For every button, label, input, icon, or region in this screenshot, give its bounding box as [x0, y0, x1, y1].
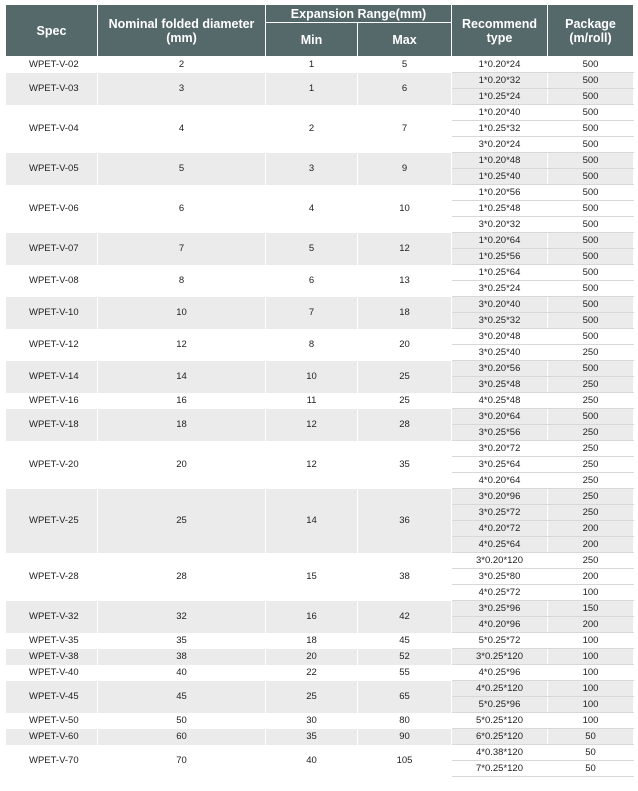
table-row — [6, 185, 634, 201]
package-cell: 500 — [548, 329, 634, 345]
table-row — [6, 361, 634, 377]
min-cell: 1 — [266, 73, 358, 105]
table-row — [6, 745, 634, 761]
package-cell: 250 — [548, 553, 634, 569]
min-cell: 40 — [266, 745, 358, 777]
min-cell: 20 — [266, 649, 358, 665]
nominal-diameter-cell: 2 — [98, 57, 266, 73]
recommend-type-cell: 3*0.25*24 — [452, 281, 548, 297]
max-cell: 9 — [358, 153, 452, 185]
package-cell: 250 — [548, 425, 634, 441]
spec-cell: WPET-V-28 — [6, 553, 98, 601]
min-cell: 11 — [266, 393, 358, 409]
spec-table — [5, 4, 634, 777]
min-cell: 12 — [266, 441, 358, 489]
table-row — [6, 633, 634, 649]
recommend-type-cell: 1*0.20*32 — [452, 73, 548, 89]
max-cell: 13 — [358, 265, 452, 297]
nominal-diameter-cell: 8 — [98, 265, 266, 297]
recommend-type-cell: 3*0.20*96 — [452, 489, 548, 505]
nominal-diameter-cell: 3 — [98, 73, 266, 105]
recommend-type-cell: 1*0.25*56 — [452, 249, 548, 265]
recommend-type-cell: 1*0.25*24 — [452, 89, 548, 105]
max-cell: 20 — [358, 329, 452, 361]
nominal-diameter-cell: 35 — [98, 633, 266, 649]
nominal-diameter-cell: 7 — [98, 233, 266, 265]
max-cell: 52 — [358, 649, 452, 665]
header-expansion-range: Expansion Range(mm) — [266, 5, 452, 23]
nominal-diameter-cell: 40 — [98, 665, 266, 681]
package-cell: 500 — [548, 265, 634, 281]
nominal-diameter-cell: 12 — [98, 329, 266, 361]
spec-cell: WPET-V-05 — [6, 153, 98, 185]
package-cell: 50 — [548, 761, 634, 777]
header-spec: Spec — [6, 5, 98, 57]
spec-cell: WPET-V-18 — [6, 409, 98, 441]
package-cell: 100 — [548, 633, 634, 649]
min-cell: 8 — [266, 329, 358, 361]
min-cell: 22 — [266, 665, 358, 681]
min-cell: 1 — [266, 57, 358, 73]
header-recommend-type: Recommend type — [452, 5, 548, 57]
min-cell: 7 — [266, 297, 358, 329]
package-cell: 50 — [548, 729, 634, 745]
table-row — [6, 153, 634, 169]
package-cell: 250 — [548, 505, 634, 521]
recommend-type-cell: 3*0.20*120 — [452, 553, 548, 569]
min-cell: 25 — [266, 681, 358, 713]
recommend-type-cell: 4*0.25*120 — [452, 681, 548, 697]
package-cell: 500 — [548, 249, 634, 265]
table-row — [6, 329, 634, 345]
max-cell: 6 — [358, 73, 452, 105]
spec-cell: WPET-V-38 — [6, 649, 98, 665]
table-row — [6, 409, 634, 425]
table-row — [6, 297, 634, 313]
package-cell: 500 — [548, 281, 634, 297]
nominal-diameter-cell: 16 — [98, 393, 266, 409]
recommend-type-cell: 3*0.25*48 — [452, 377, 548, 393]
header-max: Max — [358, 23, 452, 57]
recommend-type-cell: 3*0.25*56 — [452, 425, 548, 441]
spec-cell: WPET-V-02 — [6, 57, 98, 73]
package-cell: 100 — [548, 713, 634, 729]
spec-cell: WPET-V-25 — [6, 489, 98, 553]
spec-cell: WPET-V-16 — [6, 393, 98, 409]
max-cell: 65 — [358, 681, 452, 713]
table-header — [6, 5, 634, 57]
recommend-type-cell: 5*0.25*120 — [452, 713, 548, 729]
spec-cell: WPET-V-04 — [6, 105, 98, 153]
header-min: Min — [266, 23, 358, 57]
max-cell: 25 — [358, 361, 452, 393]
package-cell: 500 — [548, 409, 634, 425]
nominal-diameter-cell: 20 — [98, 441, 266, 489]
min-cell: 16 — [266, 601, 358, 633]
min-cell: 2 — [266, 105, 358, 153]
recommend-type-cell: 3*0.25*80 — [452, 569, 548, 585]
package-cell: 500 — [548, 89, 634, 105]
nominal-diameter-cell: 70 — [98, 745, 266, 777]
min-cell: 14 — [266, 489, 358, 553]
table-row — [6, 649, 634, 665]
package-cell: 200 — [548, 537, 634, 553]
recommend-type-cell: 3*0.20*48 — [452, 329, 548, 345]
min-cell: 18 — [266, 633, 358, 649]
package-cell: 500 — [548, 137, 634, 153]
recommend-type-cell: 1*0.25*40 — [452, 169, 548, 185]
table-row — [6, 57, 634, 73]
recommend-type-cell: 3*0.20*32 — [452, 217, 548, 233]
header-nominal-diameter: Nominal folded diameter (mm) — [98, 5, 266, 57]
package-cell: 250 — [548, 473, 634, 489]
table-row — [6, 601, 634, 617]
max-cell: 90 — [358, 729, 452, 745]
spec-cell: WPET-V-03 — [6, 73, 98, 105]
nominal-diameter-cell: 6 — [98, 185, 266, 233]
header-package: Package (m/roll) — [548, 5, 634, 57]
recommend-type-cell: 3*0.20*64 — [452, 409, 548, 425]
max-cell: 45 — [358, 633, 452, 649]
package-cell: 200 — [548, 521, 634, 537]
max-cell: 25 — [358, 393, 452, 409]
recommend-type-cell: 3*0.25*96 — [452, 601, 548, 617]
recommend-type-cell: 4*0.38*120 — [452, 745, 548, 761]
recommend-type-cell: 4*0.25*48 — [452, 393, 548, 409]
min-cell: 6 — [266, 265, 358, 297]
package-cell: 100 — [548, 665, 634, 681]
spec-cell: WPET-V-10 — [6, 297, 98, 329]
package-cell: 200 — [548, 617, 634, 633]
recommend-type-cell: 3*0.20*40 — [452, 297, 548, 313]
recommend-type-cell: 7*0.25*120 — [452, 761, 548, 777]
table-row — [6, 729, 634, 745]
package-cell: 500 — [548, 313, 634, 329]
min-cell: 3 — [266, 153, 358, 185]
nominal-diameter-cell: 25 — [98, 489, 266, 553]
table-row — [6, 73, 634, 89]
spec-cell: WPET-V-50 — [6, 713, 98, 729]
recommend-type-cell: 3*0.20*24 — [452, 137, 548, 153]
min-cell: 12 — [266, 409, 358, 441]
recommend-type-cell: 3*0.25*64 — [452, 457, 548, 473]
recommend-type-cell: 4*0.25*64 — [452, 537, 548, 553]
spec-cell: WPET-V-32 — [6, 601, 98, 633]
table-row — [6, 713, 634, 729]
nominal-diameter-cell: 4 — [98, 105, 266, 153]
recommend-type-cell: 1*0.20*48 — [452, 153, 548, 169]
spec-cell: WPET-V-08 — [6, 265, 98, 297]
min-cell: 10 — [266, 361, 358, 393]
package-cell: 500 — [548, 201, 634, 217]
min-cell: 5 — [266, 233, 358, 265]
package-cell: 250 — [548, 345, 634, 361]
recommend-type-cell: 1*0.25*64 — [452, 265, 548, 281]
recommend-type-cell: 1*0.20*64 — [452, 233, 548, 249]
package-cell: 200 — [548, 569, 634, 585]
package-cell: 500 — [548, 233, 634, 249]
nominal-diameter-cell: 38 — [98, 649, 266, 665]
recommend-type-cell: 3*0.25*72 — [452, 505, 548, 521]
spec-cell: WPET-V-35 — [6, 633, 98, 649]
recommend-type-cell: 5*0.25*72 — [452, 633, 548, 649]
nominal-diameter-cell: 32 — [98, 601, 266, 633]
min-cell: 35 — [266, 729, 358, 745]
recommend-type-cell: 3*0.25*40 — [452, 345, 548, 361]
package-cell: 250 — [548, 377, 634, 393]
min-cell: 30 — [266, 713, 358, 729]
package-cell: 250 — [548, 393, 634, 409]
spec-cell: WPET-V-60 — [6, 729, 98, 745]
recommend-type-cell: 4*0.20*96 — [452, 617, 548, 633]
package-cell: 500 — [548, 73, 634, 89]
nominal-diameter-cell: 60 — [98, 729, 266, 745]
max-cell: 80 — [358, 713, 452, 729]
recommend-type-cell: 1*0.20*24 — [452, 57, 548, 73]
max-cell: 7 — [358, 105, 452, 153]
table-row — [6, 489, 634, 505]
max-cell: 55 — [358, 665, 452, 681]
package-cell: 100 — [548, 649, 634, 665]
package-cell: 250 — [548, 489, 634, 505]
nominal-diameter-cell: 18 — [98, 409, 266, 441]
nominal-diameter-cell: 28 — [98, 553, 266, 601]
package-cell: 100 — [548, 585, 634, 601]
table-row — [6, 105, 634, 121]
nominal-diameter-cell: 10 — [98, 297, 266, 329]
spec-cell: WPET-V-40 — [6, 665, 98, 681]
recommend-type-cell: 3*0.25*120 — [452, 649, 548, 665]
package-cell: 500 — [548, 169, 634, 185]
package-cell: 500 — [548, 217, 634, 233]
spec-cell: WPET-V-45 — [6, 681, 98, 713]
package-cell: 500 — [548, 57, 634, 73]
table-row — [6, 681, 634, 697]
max-cell: 5 — [358, 57, 452, 73]
max-cell: 35 — [358, 441, 452, 489]
nominal-diameter-cell: 45 — [98, 681, 266, 713]
table-row — [6, 265, 634, 281]
package-cell: 500 — [548, 185, 634, 201]
package-cell: 250 — [548, 457, 634, 473]
package-cell: 500 — [548, 105, 634, 121]
package-cell: 150 — [548, 601, 634, 617]
package-cell: 500 — [548, 121, 634, 137]
recommend-type-cell: 4*0.20*72 — [452, 521, 548, 537]
recommend-type-cell: 1*0.20*56 — [452, 185, 548, 201]
package-cell: 100 — [548, 697, 634, 713]
recommend-type-cell: 1*0.20*40 — [452, 105, 548, 121]
package-cell: 100 — [548, 681, 634, 697]
max-cell: 105 — [358, 745, 452, 777]
spec-cell: WPET-V-20 — [6, 441, 98, 489]
nominal-diameter-cell: 14 — [98, 361, 266, 393]
max-cell: 42 — [358, 601, 452, 633]
recommend-type-cell: 4*0.25*72 — [452, 585, 548, 601]
recommend-type-cell: 3*0.20*72 — [452, 441, 548, 457]
recommend-type-cell: 4*0.25*96 — [452, 665, 548, 681]
recommend-type-cell: 1*0.25*32 — [452, 121, 548, 137]
recommend-type-cell: 5*0.25*96 — [452, 697, 548, 713]
table-row — [6, 665, 634, 681]
recommend-type-cell: 1*0.25*48 — [452, 201, 548, 217]
max-cell: 10 — [358, 185, 452, 233]
spec-cell: WPET-V-70 — [6, 745, 98, 777]
max-cell: 18 — [358, 297, 452, 329]
nominal-diameter-cell: 50 — [98, 713, 266, 729]
spec-cell: WPET-V-14 — [6, 361, 98, 393]
package-cell: 500 — [548, 297, 634, 313]
recommend-type-cell: 4*0.20*64 — [452, 473, 548, 489]
table-row — [6, 441, 634, 457]
max-cell: 36 — [358, 489, 452, 553]
max-cell: 12 — [358, 233, 452, 265]
package-cell: 250 — [548, 441, 634, 457]
package-cell: 500 — [548, 153, 634, 169]
package-cell: 50 — [548, 745, 634, 761]
nominal-diameter-cell: 5 — [98, 153, 266, 185]
spec-cell: WPET-V-12 — [6, 329, 98, 361]
spec-cell: WPET-V-06 — [6, 185, 98, 233]
min-cell: 4 — [266, 185, 358, 233]
max-cell: 38 — [358, 553, 452, 601]
table-row — [6, 393, 634, 409]
spec-cell: WPET-V-07 — [6, 233, 98, 265]
table-row — [6, 233, 634, 249]
recommend-type-cell: 3*0.25*32 — [452, 313, 548, 329]
table-row — [6, 553, 634, 569]
package-cell: 500 — [548, 361, 634, 377]
min-cell: 15 — [266, 553, 358, 601]
table-body — [6, 57, 634, 777]
max-cell: 28 — [358, 409, 452, 441]
recommend-type-cell: 3*0.20*56 — [452, 361, 548, 377]
recommend-type-cell: 6*0.25*120 — [452, 729, 548, 745]
